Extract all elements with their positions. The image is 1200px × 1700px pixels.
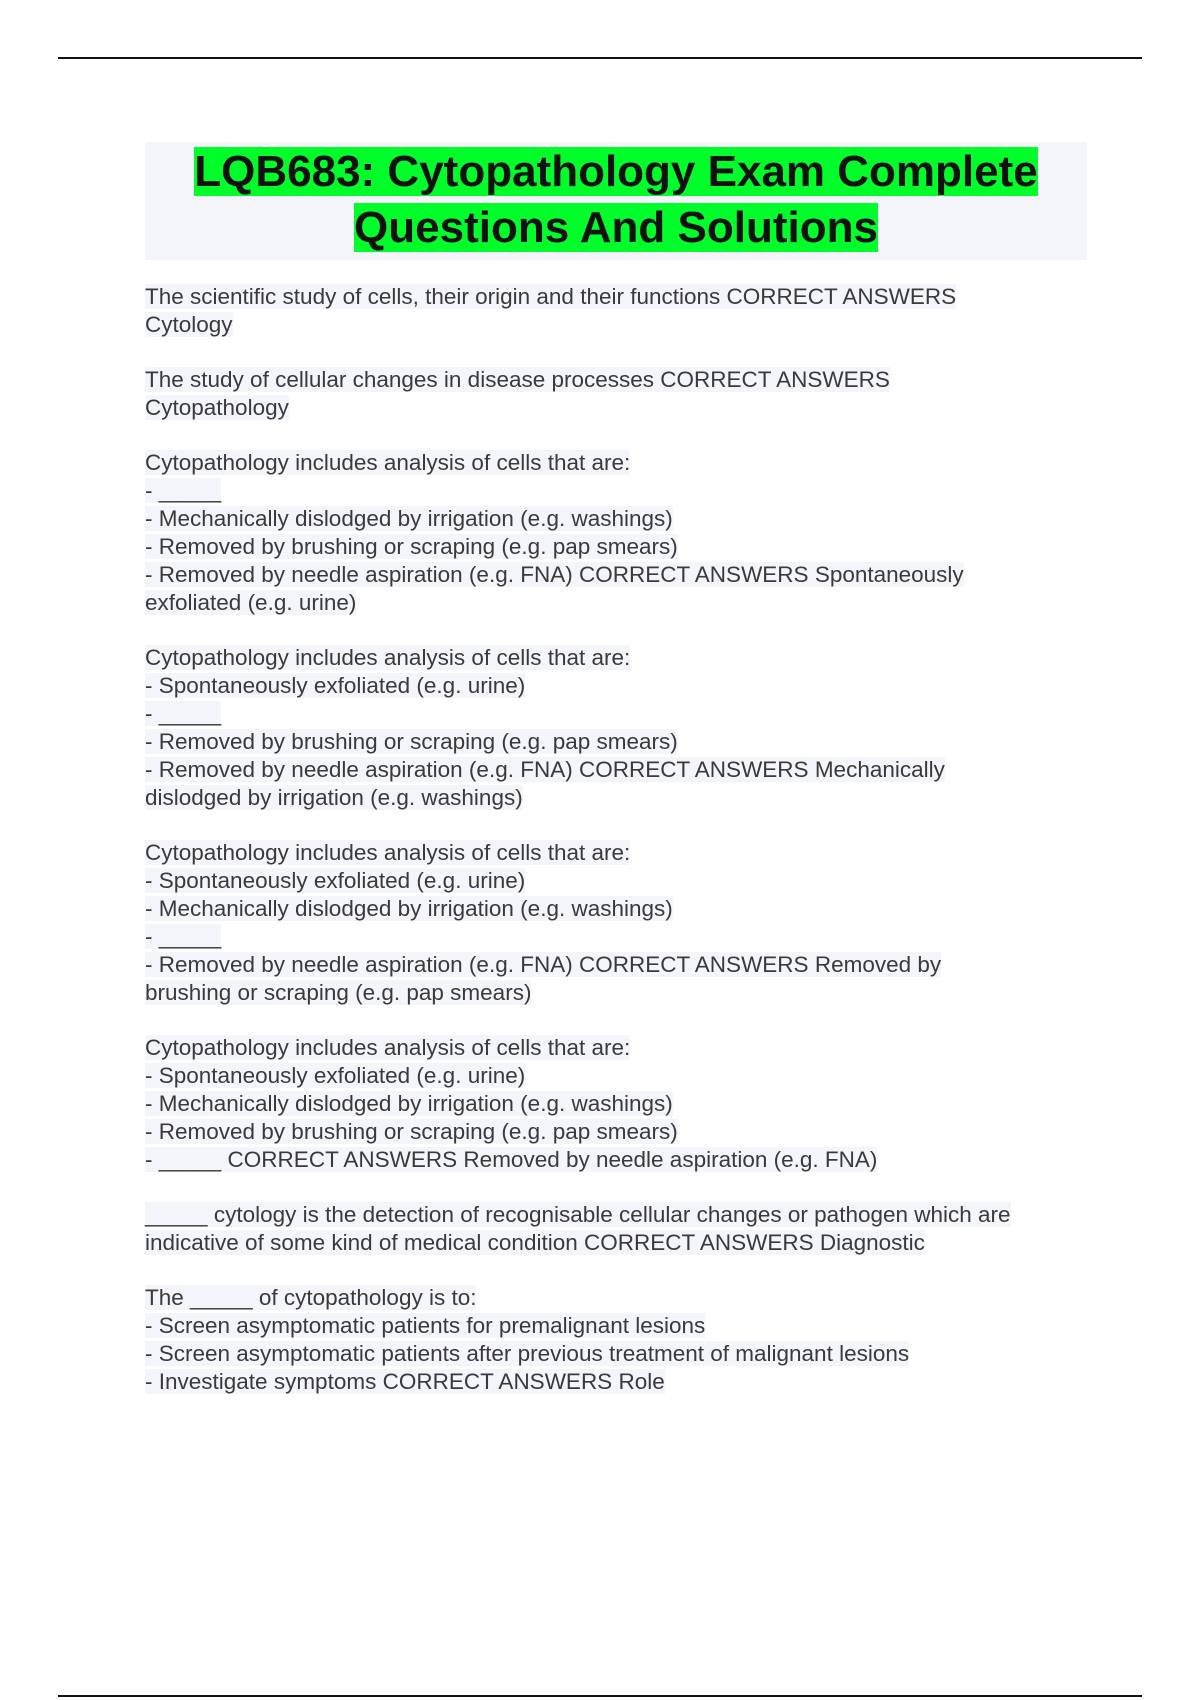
qa-line — [145, 589, 1095, 617]
top-rule — [58, 57, 1142, 59]
qa-line-text: The scientific study of cells, their origin and their functions CORRECT ANSWERS — [145, 284, 957, 309]
title-block — [145, 142, 1087, 260]
qa-line-text: - Removed by brushing or scraping (e.g. pap smears) — [145, 729, 678, 754]
qa-line — [145, 311, 1095, 339]
title-line-2: Questions And Solutions — [354, 203, 878, 252]
qa-line-text: - Mechanically dislodged by irrigation (e.g. washings) — [145, 1091, 673, 1116]
qa-line-text: - Removed by needle aspiration (e.g. FNA) CORRECT ANSWERS Spontaneously — [145, 562, 964, 587]
qa-line — [145, 477, 1095, 505]
qa-line — [145, 1368, 1095, 1396]
qa-line — [145, 728, 1095, 756]
qa-line-text: The study of cellular changes in disease processes CORRECT ANSWERS — [145, 367, 890, 392]
qa-line — [145, 505, 1095, 533]
qa-line-text: indicative of some kind of medical condition CORRECT ANSWERS Diagnostic — [145, 1230, 925, 1255]
qa-line — [145, 283, 1095, 311]
qa-line-text: - Removed by brushing or scraping (e.g. pap smears) — [145, 1119, 678, 1144]
qa-line — [145, 449, 1095, 477]
qa-line — [145, 700, 1095, 728]
qa-line — [145, 1034, 1095, 1062]
qa-line — [145, 1118, 1095, 1146]
qa-line — [145, 1340, 1095, 1368]
qa-line-text: - _____ CORRECT ANSWERS Removed by needle aspiration (e.g. FNA) — [145, 1147, 878, 1172]
qa-line-text: - Spontaneously exfoliated (e.g. urine) — [145, 868, 526, 893]
qa-item — [145, 644, 1095, 812]
qa-item — [145, 1284, 1095, 1396]
qa-line — [145, 1146, 1095, 1174]
qa-line-text: - Screen asymptomatic patients after previous treatment of malignant lesions — [145, 1341, 910, 1366]
qa-line-text: - _____ — [145, 478, 222, 503]
qa-line — [145, 1201, 1095, 1229]
qa-item — [145, 283, 1095, 339]
qa-line-text: dislodged by irrigation (e.g. washings) — [145, 785, 523, 810]
qa-line — [145, 533, 1095, 561]
qa-line — [145, 895, 1095, 923]
qa-line — [145, 1062, 1095, 1090]
qa-line-text: - _____ — [145, 701, 222, 726]
qa-line — [145, 756, 1095, 784]
title-line-1: LQB683: Cytopathology Exam Complete — [194, 147, 1038, 196]
qa-line-text: Cytopathology includes analysis of cells that are: — [145, 450, 631, 475]
qa-line-text: - Removed by brushing or scraping (e.g. pap smears) — [145, 534, 678, 559]
qa-line-text: - Mechanically dislodged by irrigation (e.g. washings) — [145, 506, 673, 531]
qa-list — [145, 283, 1095, 1423]
qa-line-text: - Investigate symptoms CORRECT ANSWERS Role — [145, 1369, 665, 1394]
qa-line — [145, 1090, 1095, 1118]
qa-line-text: Cytology — [145, 312, 233, 337]
qa-line-text: The _____ of cytopathology is to: — [145, 1285, 477, 1310]
qa-item — [145, 449, 1095, 617]
qa-line-text: - Removed by needle aspiration (e.g. FNA) CORRECT ANSWERS Mechanically — [145, 757, 945, 782]
qa-line — [145, 672, 1095, 700]
qa-line-text: - Mechanically dislodged by irrigation (e.g. washings) — [145, 896, 673, 921]
qa-item — [145, 1201, 1095, 1257]
qa-line — [145, 561, 1095, 589]
qa-line-text: - Spontaneously exfoliated (e.g. urine) — [145, 1063, 526, 1088]
qa-line — [145, 644, 1095, 672]
qa-item — [145, 839, 1095, 1007]
qa-line-text: exfoliated (e.g. urine) — [145, 590, 357, 615]
qa-line-text: - Removed by needle aspiration (e.g. FNA) CORRECT ANSWERS Removed by — [145, 952, 942, 977]
qa-line — [145, 867, 1095, 895]
qa-line-text: - Spontaneously exfoliated (e.g. urine) — [145, 673, 526, 698]
qa-line-text: Cytopathology includes analysis of cells that are: — [145, 1035, 631, 1060]
qa-item — [145, 1034, 1095, 1174]
qa-line-text: Cytopathology includes analysis of cells that are: — [145, 840, 631, 865]
qa-line — [145, 839, 1095, 867]
qa-item — [145, 366, 1095, 422]
qa-line-text: - _____ — [145, 924, 222, 949]
qa-line — [145, 979, 1095, 1007]
qa-line-text: _____ cytology is the detection of recognisable cellular changes or pathogen which are — [145, 1202, 1011, 1227]
qa-line-text: Cytopathology includes analysis of cells that are: — [145, 645, 631, 670]
qa-line-text: - Screen asymptomatic patients for premalignant lesions — [145, 1313, 706, 1338]
qa-line-text: Cytopathology — [145, 395, 289, 420]
qa-line — [145, 784, 1095, 812]
qa-line — [145, 1284, 1095, 1312]
qa-line — [145, 1229, 1095, 1257]
qa-line — [145, 1312, 1095, 1340]
qa-line-text: brushing or scraping (e.g. pap smears) — [145, 980, 532, 1005]
qa-line — [145, 394, 1095, 422]
qa-line — [145, 951, 1095, 979]
qa-line — [145, 366, 1095, 394]
bottom-rule — [58, 1695, 1142, 1697]
qa-line — [145, 923, 1095, 951]
